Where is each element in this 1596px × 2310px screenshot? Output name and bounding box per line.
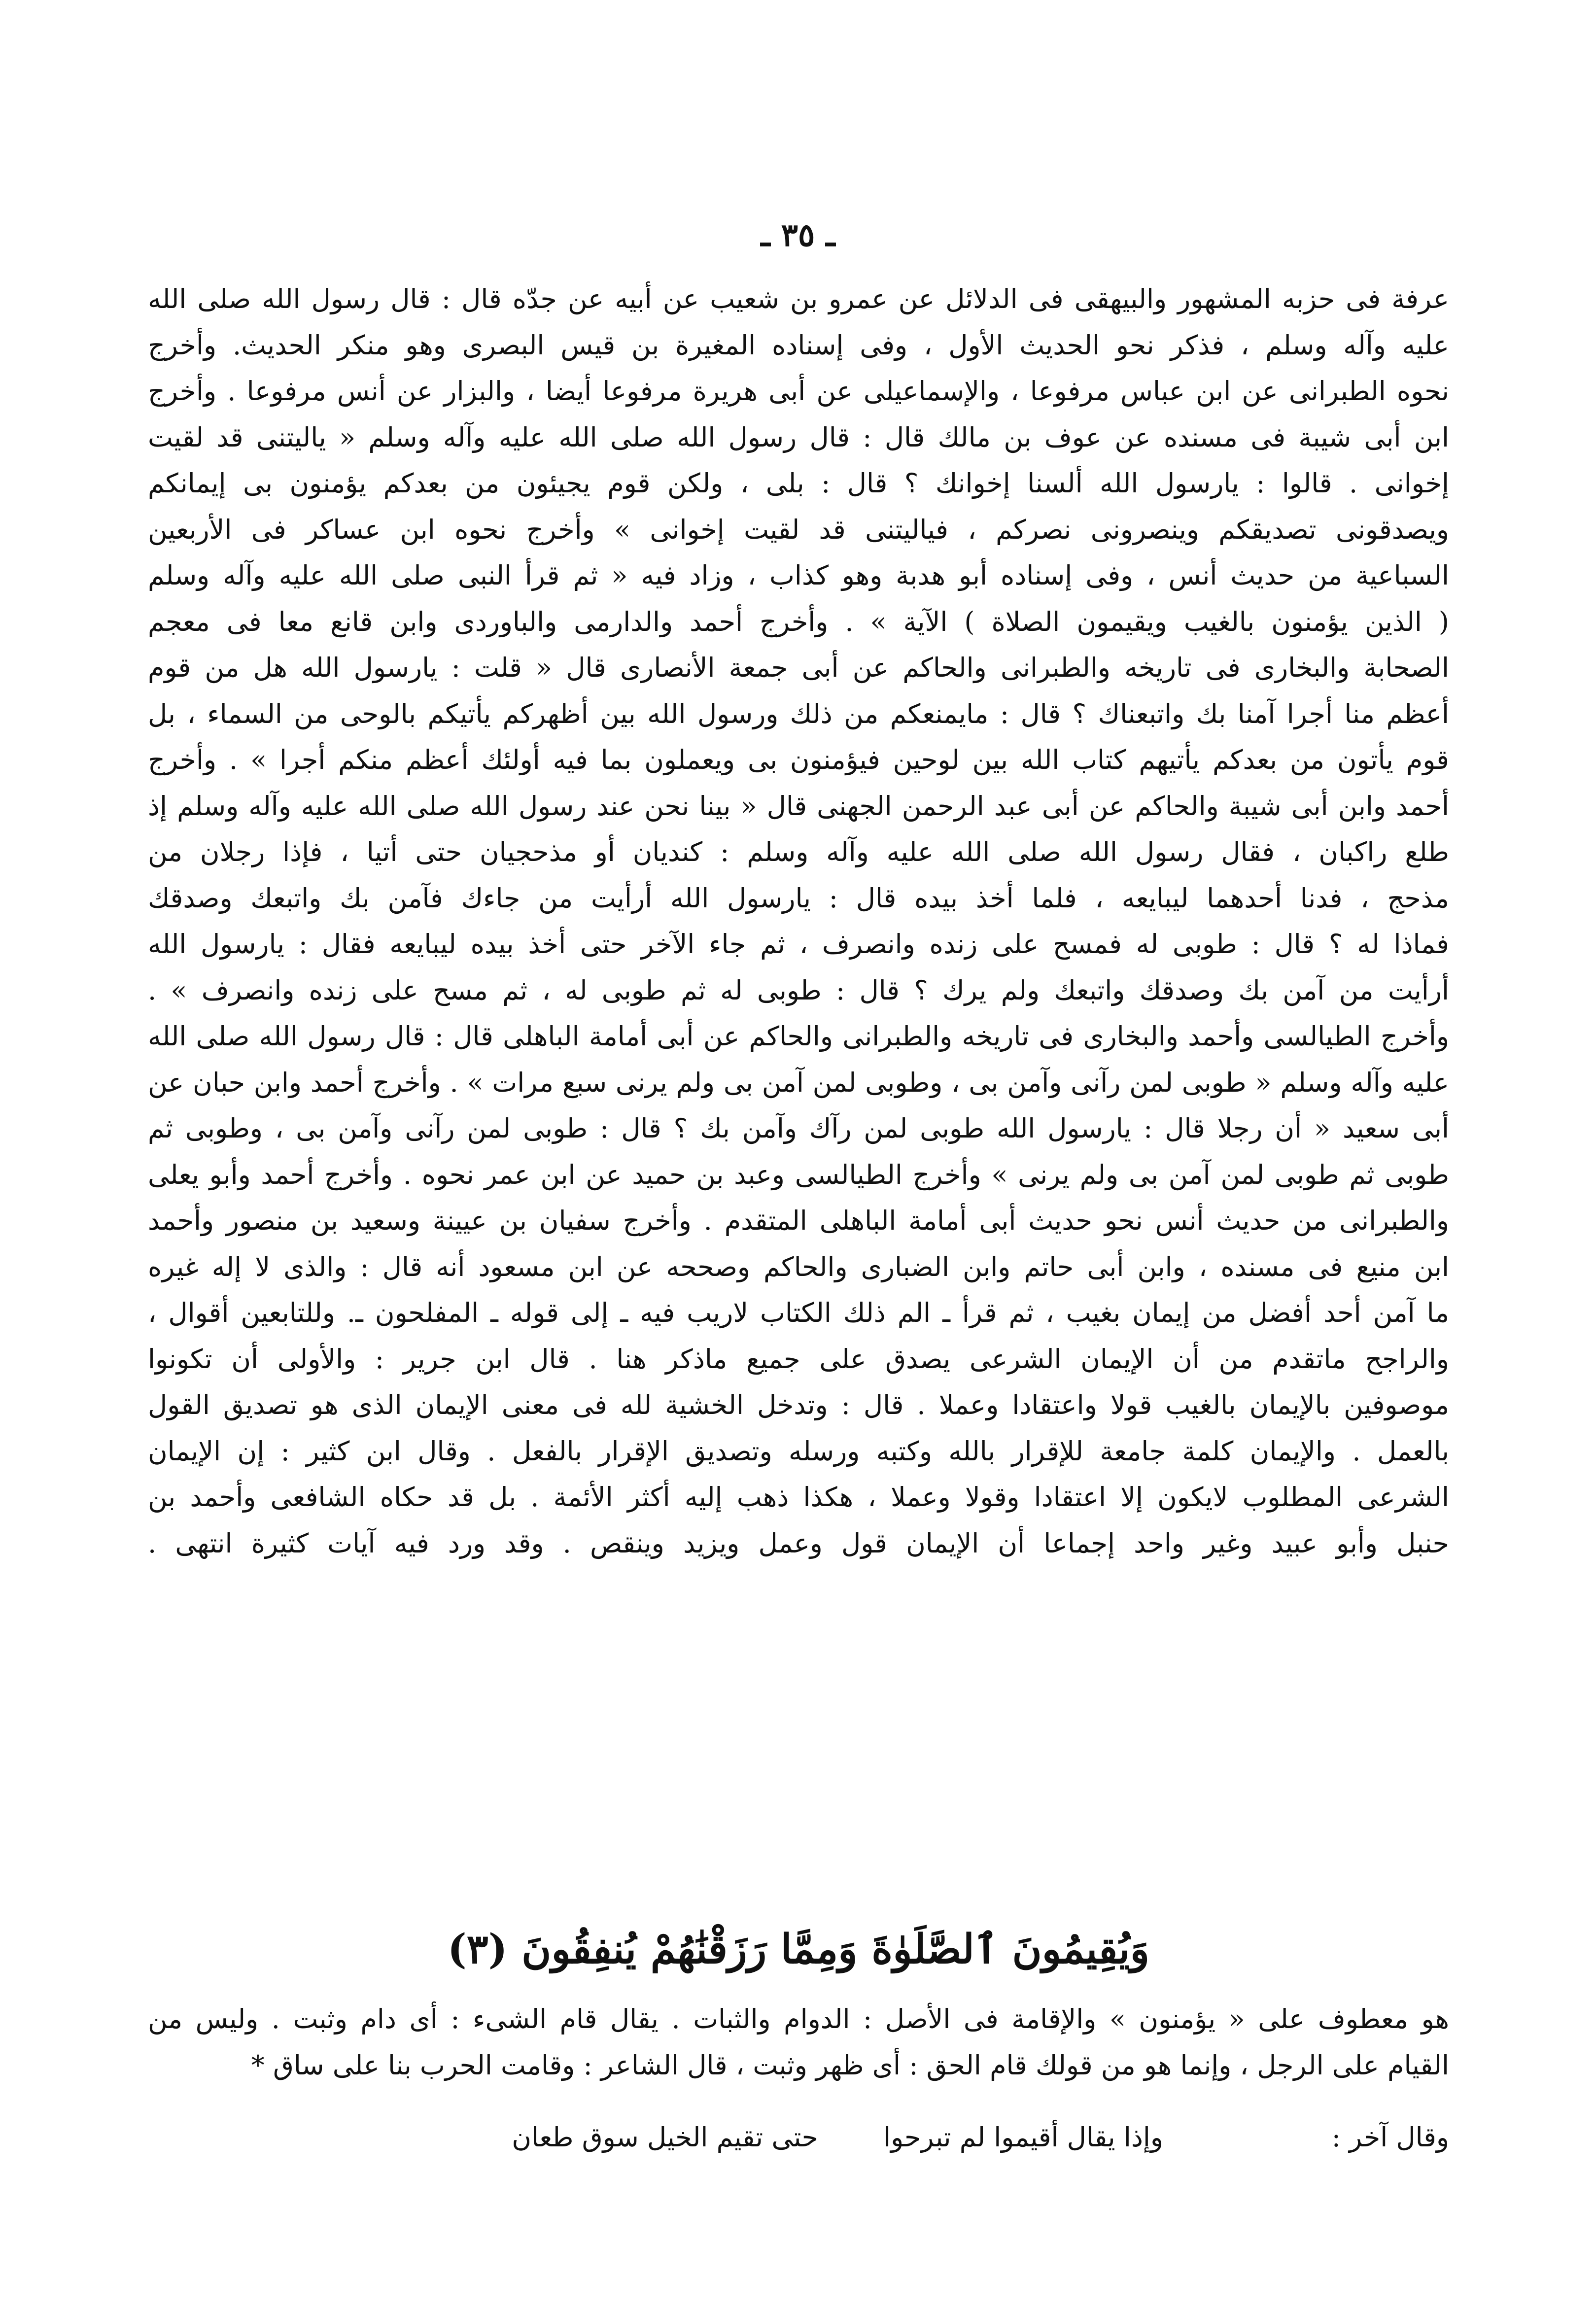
body-text [148, 276, 1449, 1566]
text-line: ما آمن أحد أفضل من إيمان بغيب ، ثم قرأ ـ الم ذلك الكتاب لاريب فيه ـ إلى قوله ـ المفلحون ـ. وللتابعين أقوال ، [148, 1297, 1449, 1328]
poem-line [148, 2114, 1449, 2161]
poem-hemistich-first: وإذا يقال أقيموا لم تبرحوا [883, 2122, 1163, 2153]
text-line: وأخرج الطيالسى وأحمد والبخارى فى تاريخه والطبرانى والحاكم عن أبى أمامة الباهلى قال : قال رسول الله صلى الله [148, 1021, 1449, 1052]
commentary-line: القيام على الرجل ، وإنما هو من قولك قام الحق : أى ظهر وثبت ، قال الشاعر : وقامت الحرب بنا على ساق * [251, 2049, 1449, 2081]
text-line: والراجح ماتقدم من أن الإيمان الشرعى يصدق على جميع ماذكر هنا . قال ابن جرير : والأولى أن تكونوا [148, 1343, 1449, 1375]
text-line: عليه وآله وسلم « طوبى لمن رآنى وآمن بى ، وطوبى لمن آمن بى ولم يرنى سبع مرات » . وأخرج أحمد وابن حبان عن [148, 1067, 1449, 1098]
text-line: السباعية من حديث أنس ، وفى إسناده أبو هدبة وهو كذاب ، وزاد فيه « ثم قرأ النبى صلى الله عليه وآله وسلم [148, 560, 1449, 591]
text-line: أرأيت من آمن بك وصدقك واتبعك ولم يرك ؟ قال : طوبى له ثم طوبى له ، ثم مسح على زنده وانصرف » . [148, 974, 1449, 1006]
text-line: والطبرانى من حديث أنس نحو حديث أبى أمامة الباهلى المتقدم . وأخرج سفيان بن عيينة وسعيد بن منصور وأحمد [148, 1205, 1449, 1236]
text-line: طوبى ثم طوبى لمن آمن بى ولم يرنى » وأخرج الطيالسى وعبد بن حميد عن ابن عمر نحوه . وأخرج أحمد وأبو يعلى [148, 1159, 1449, 1190]
text-line: عرفة فى حزبه المشهور والبيهقى فى الدلائل عن عمرو بن شعيب عن أبيه عن جدّه قال : قال رسول الله صلى الله [148, 283, 1449, 314]
text-line: مذحج ، فدنا أحدهما ليبايعه ، فلما أخذ بيده قال : يارسول الله أرأيت من جاءك فآمن بك واتبعك وصدقك [148, 882, 1449, 914]
text-line: الشرعى المطلوب لايكون إلا اعتقادا وقولا وعملا ، هكذا ذهب إليه أكثر الأئمة . بل قد حكاه الشافعى وأحمد بن [148, 1482, 1449, 1513]
text-line: إخوانى . قالوا : يارسول الله ألسنا إخوانك ؟ قال : بلى ، ولكن قوم يجيئون من بعدكم يؤمنون بى إيمانكم [148, 468, 1449, 499]
text-line: نحوه الطبرانى عن ابن عباس مرفوعا ، والإسماعيلى عن أبى هريرة مرفوعا أيضا ، والبزار عن أنس مرفوعا . وأخرج [148, 376, 1449, 407]
text-line: طلع راكبان ، فقال رسول الله صلى الله عليه وآله وسلم : كنديان أو مذحجيان حتى أتيا ، فإذا رجلان من [148, 836, 1449, 867]
text-line: موصوفين بالإيمان بالغيب قولا واعتقادا وعملا . قال : وتدخل الخشية لله فى معنى الإيمان الذى هو تصديق القول [148, 1389, 1449, 1420]
page-number: ـ ٣٥ ـ [761, 217, 835, 254]
commentary-line: هو معطوف على « يؤمنون » والإقامة فى الأصل : الدوام والثبات . يقال قام الشىء : أى دام وثبت . وليس من [148, 2003, 1449, 2034]
poem-intro: وقال آخر : [1331, 2122, 1449, 2153]
quran-verse: وَيُقِيمُونَ ٱلصَّلَوٰةَ وَمِمَّا رَزَقْنَٰهُمْ يُنفِقُونَ (٣) [447, 1926, 1150, 1973]
text-line: حنبل وأبو عبيد وغير واحد إجماعا أن الإيمان قول وعمل ويزيد وينقص . وقد ورد فيه آيات كثيرة انتهى . [148, 1527, 1449, 1559]
text-line: أبى سعيد « أن رجلا قال : يارسول الله طوبى لمن رآك وآمن بك ؟ قال : طوبى لمن رآنى وآمن بى ، وطوبى ثم [148, 1113, 1449, 1144]
text-line: الصحابة والبخارى فى تاريخه والطبرانى والحاكم عن أبى جمعة الأنصارى قال « قلت : يارسول الله هل من قوم [148, 652, 1449, 683]
text-line: أعظم منا أجرا آمنا بك واتبعناك ؟ قال : مايمنعكم من ذلك ورسول الله بين أظهركم يأتيكم بالوحى من السماء ، بل [148, 698, 1449, 729]
text-line: بالعمل . والإيمان كلمة جامعة للإقرار بالله وكتبه ورسله وتصديق الإقرار بالفعل . وقال ابن كثير : إن الإيمان [148, 1435, 1449, 1467]
text-line: أحمد وابن أبى شيبة والحاكم عن أبى عبد الرحمن الجهنى قال « بينا نحن عند رسول الله صلى الله عليه وآله وسلم إذ [148, 790, 1449, 822]
text-line: ابن منيع فى مسنده ، وابن أبى حاتم وابن الضبارى والحاكم وصححه عن ابن مسعود أنه قال : والذى لا إله غيره [148, 1251, 1449, 1282]
text-line: فماذا له ؟ قال : طوبى له فمسح على زنده وانصرف ، ثم جاء الآخر حتى أخذ بيده ليبايعه فقال : يارسول الله [148, 929, 1449, 960]
text-line: قوم يأتون من بعدكم يأتيهم كتاب الله بين لوحين فيؤمنون بى ويعملون بما فيه أولئك أعظم منكم أجرا » . وأخرج [148, 744, 1449, 775]
commentary-text [148, 1996, 1449, 2088]
poem-hemistich-second: حتى تقيم الخيل سوق طعان [512, 2122, 818, 2153]
text-line: عليه وآله وسلم ، فذكر نحو الحديث الأول ، وفى إسناده المغيرة بن قيس البصرى وهو منكر الحديث. وأخرج [148, 329, 1449, 361]
text-line: ويصدقونى تصديقكم وينصرونى نصركم ، فياليتنى قد لقيت إخوانى » وأخرج نحوه ابن عساكر فى الأربعين [148, 514, 1449, 545]
text-line: ( الذين يؤمنون بالغيب ويقيمون الصلاة ) الآية » . وأخرج أحمد والدارمى والباوردى وابن قانع معا فى معجم [148, 606, 1449, 637]
text-line: ابن أبى شيبة فى مسنده عن عوف بن مالك قال : قال رسول الله صلى الله عليه وآله وسلم « ياليتنى قد لقيت [148, 421, 1449, 453]
